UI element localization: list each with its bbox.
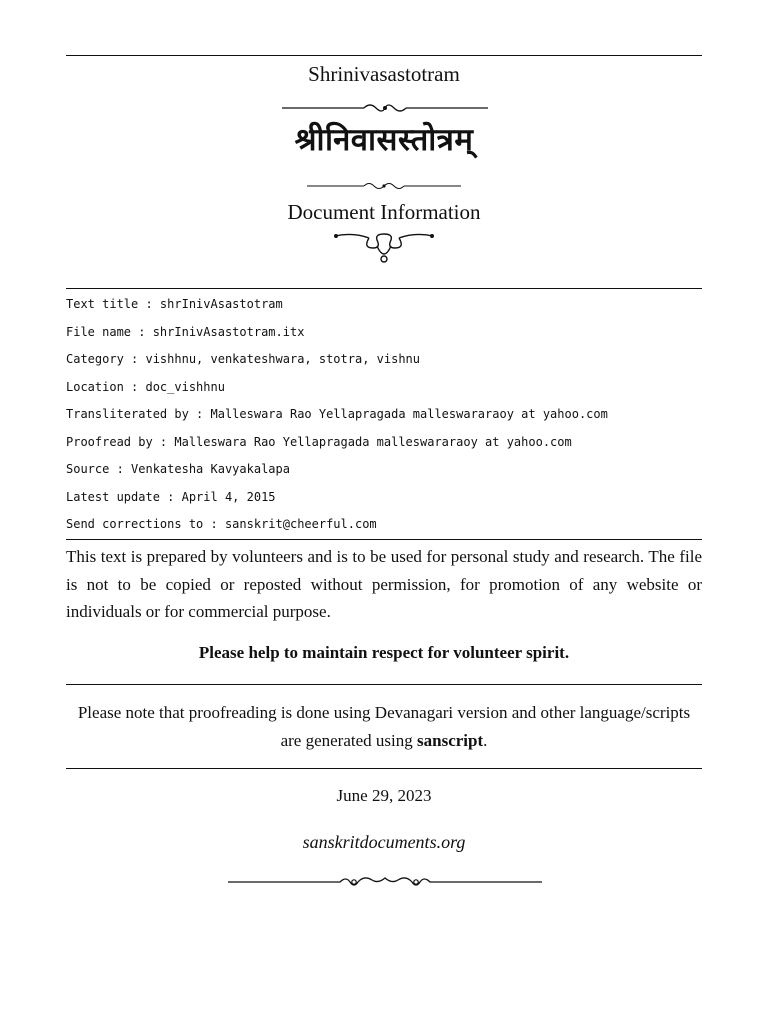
document-date: June 29, 2023	[336, 786, 432, 805]
note-end: .	[483, 730, 488, 750]
note-rule	[66, 768, 702, 769]
meta-transliterated-by: Transliterated by : Malleswara Rao Yellapragada malleswararaoy at yahoo.com	[66, 407, 608, 421]
info-bottom-rule	[66, 539, 702, 540]
meta-file-name: File name : shrInivAsastotram.itx	[66, 324, 305, 339]
meta-send-corrections: Send corrections to : sanskrit@cheerful.com	[66, 517, 377, 531]
sanscript-term: sanscript	[417, 730, 484, 750]
ornament-bottom	[228, 872, 542, 892]
disclaimer-paragraph: This text is prepared by volunteers and is to be used for personal study and research. The file is not to be copied or reposted without permission, for promotion of any website or individuals or for commercial purpose.	[66, 547, 702, 621]
info-top-rule	[66, 288, 702, 289]
site-name: sanskritdocuments.org	[302, 832, 466, 852]
ornament-flourish	[333, 226, 435, 268]
title-devanagari: श्रीनिवासस्तोत्रम्	[294, 122, 474, 158]
meta-source: Source : Venkatesha Kavyakalapa	[66, 462, 290, 476]
notice-rule	[66, 684, 702, 685]
section-title: Document Information	[287, 200, 481, 224]
ornament-divider-2	[307, 180, 461, 192]
meta-category: Category : vishhnu, venkateshwara, stotra, vishnu	[66, 352, 421, 366]
proofreading-note	[66, 699, 702, 754]
meta-proofread-by: Proofread by : Malleswara Rao Yellapragada malleswararaoy at yahoo.com	[66, 434, 572, 449]
top-rule	[66, 55, 702, 56]
title-english: Shrinivasastotram	[308, 62, 460, 86]
meta-location: Location : doc_vishhnu	[66, 379, 225, 394]
volunteer-notice: Please help to maintain respect for volunteer spirit.	[198, 643, 570, 662]
ornament-divider-1	[282, 100, 488, 116]
note-text: Please note that proofreading is done using Devanagari version and other language/scripts are generated using	[77, 703, 691, 750]
meta-text-title: Text title : shrInivAsastotram	[66, 297, 283, 311]
meta-latest-update: Latest update : April 4, 2015	[66, 489, 276, 504]
